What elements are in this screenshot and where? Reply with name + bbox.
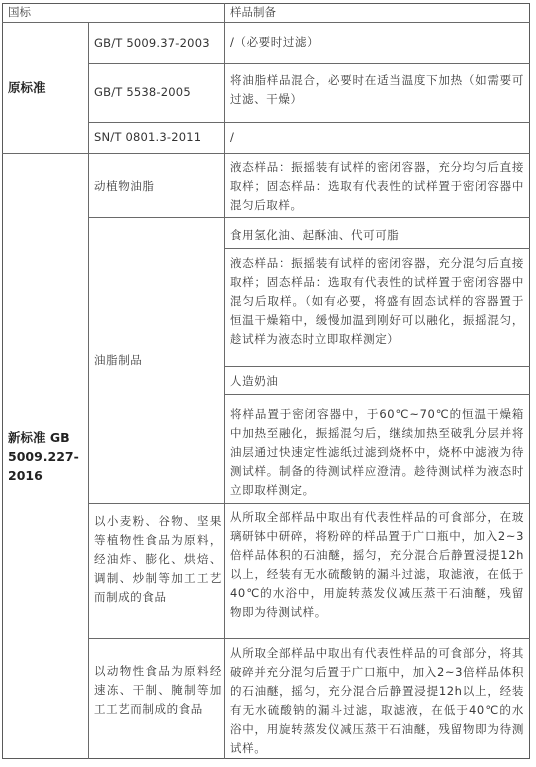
sample-prep-text: / [230,130,235,144]
subsection-title: 人造奶油 [230,374,279,388]
group-divider [2,153,530,154]
sample-prep-text: 液态样品：振摇装有试样的密闭容器，充分混匀后直接取样；固态样品：选取有代表性的试样置于密闭容器中混匀后取样。（如有必要，将盛有固态试样的容器置于恒温干燥箱中，缓慢加温到刚好可以融化，振摇混匀，趁试样为液态时立即取样测定） [230,256,524,346]
group-label-new: 新标准 GB 5009.227-2016 [8,430,79,483]
row-divider [88,503,530,504]
row-divider [224,366,530,367]
header-standard: 国标 [8,5,31,19]
category-label: 油脂制品 [94,353,143,367]
subsection-title: 食用氢化油、起酥油、代可可脂 [230,228,400,242]
row-divider [88,122,530,123]
sample-prep-text: 从所取全部样品中取出有代表性样品的可食部分，在玻璃研钵中研碎，将粉碎的样品置于广口瓶中，加入2~3倍样品体积的石油醚，摇匀，充分混合后静置浸提12h以上，经装有无水硫酸钠的漏斗过滤，取滤液，在低于40℃的水浴中，用旋转蒸发仪减压蒸干石油醚，残留物即为待测试样。 [230,510,524,619]
column-divider [88,22,89,759]
sample-prep-text: 将样品置于密闭容器中，于60℃~70℃的恒温干燥箱中加热至融化，振摇混匀后，继续加热至破乳分层并将油层通过快速定性滤纸过滤到烧杯中，烧杯中滤液为待测试样。制备的待测试样应澄清。趁待测试样为液态时立即取样测定。 [230,407,524,497]
row-divider [88,638,530,639]
header-sample-prep: 样品制备 [230,5,276,19]
header-divider [2,22,530,23]
category-label: 以小麦粉、谷物、坚果等植物性食品为原料，经油炸、膨化、烘焙、调制、炒制等加工工艺而制成的食品 [94,514,222,604]
category-label: 以动物性食品为原料经速冻、干制、腌制等加工工艺而制成的食品 [94,664,222,716]
standard-code: GB/T 5538-2005 [94,85,191,99]
group-label-original: 原标准 [8,80,46,95]
sample-prep-text: 从所取全部样品中取出有代表性样品的可食部分，将其破碎并充分混匀后置于广口瓶中，加入2~3倍样品体积的石油醚，摇匀，充分混合后静置浸提12h以上，经装有无水硫酸钠的漏斗过滤，取滤液，在低于40℃的水浴中，用旋转蒸发仪减压蒸干石油醚，残留物即为待测试样。 [230,646,524,755]
sample-prep-text: 液态样品：振摇装有试样的密闭容器，充分均匀后直接取样；固态样品：选取有代表性的试样置于密闭容器中混匀后取样。 [230,160,524,212]
standard-code: SN/T 0801.3-2011 [94,130,202,144]
row-divider [88,217,530,218]
row-divider [224,394,530,395]
column-divider [224,3,225,759]
category-label: 动植物油脂 [94,179,155,193]
sample-prep-text: /（必要时过滤） [230,35,320,49]
row-divider [224,248,530,249]
standard-code: GB/T 5009.37-2003 [94,36,210,50]
row-divider [88,63,530,64]
sample-prep-text: 将油脂样品混合，必要时在适当温度下加热（如需要可过滤、干燥） [230,73,524,106]
